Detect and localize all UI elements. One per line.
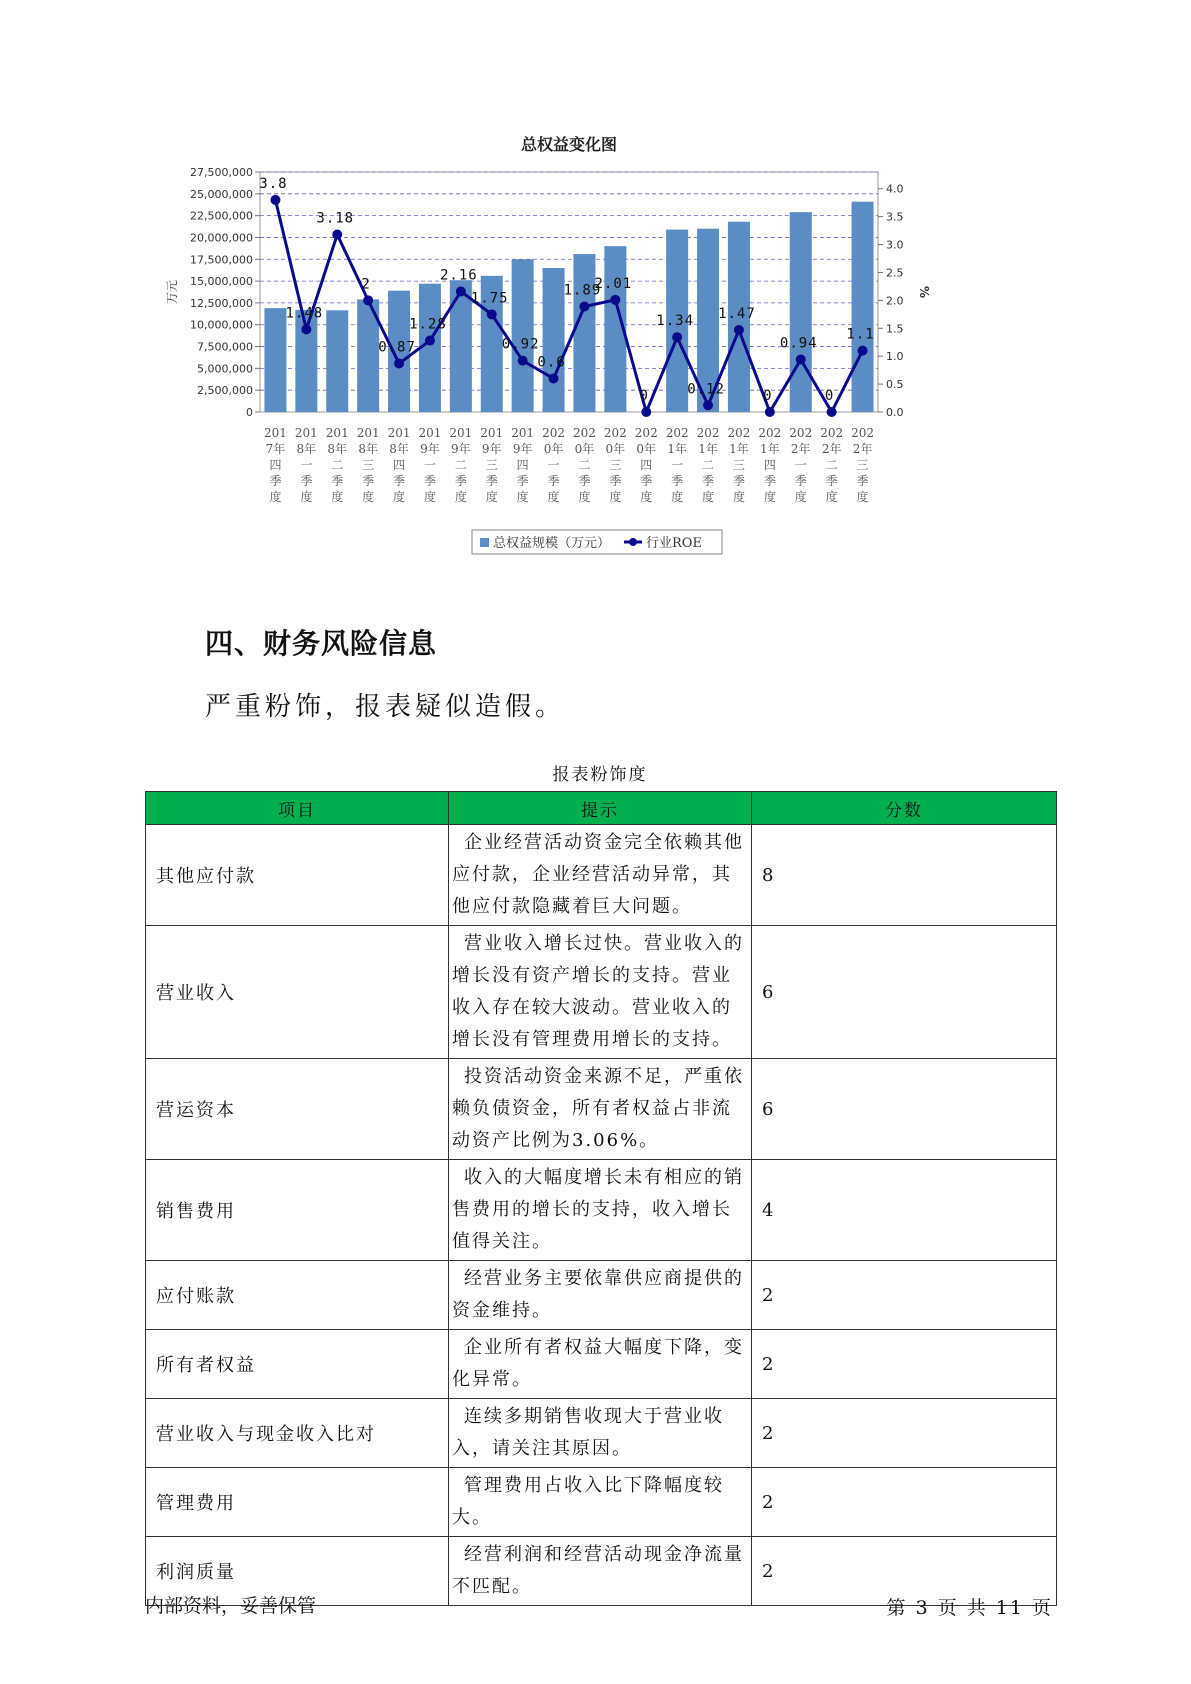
cell-item: 应付账款 <box>146 1261 449 1330</box>
x-tick-label: 9年 <box>451 442 471 456</box>
table-row <box>146 1059 1057 1160</box>
right-tick-label: 1.5 <box>886 322 904 336</box>
roe-data-label: 1.89 <box>563 282 602 299</box>
left-tick-label: 15,000,000 <box>190 275 253 289</box>
x-tick-label: 二 <box>578 458 591 472</box>
roe-point <box>579 302 589 312</box>
x-tick-label: 201 <box>449 426 473 440</box>
x-tick-label: 季 <box>423 474 436 488</box>
x-tick-label: 三 <box>732 458 745 472</box>
header-item: 项目 <box>146 792 449 825</box>
x-tick-label: 201 <box>325 426 349 440</box>
x-tick-label: 8年 <box>389 442 409 456</box>
roe-point <box>672 332 682 342</box>
cell-score: 2 <box>752 1261 1057 1330</box>
right-tick-label: 0.0 <box>886 406 904 419</box>
header-score: 分数 <box>752 792 1057 825</box>
cell-hint: 收入的大幅度增长未有相应的销售费用的增长的支持，收入增长值得关注。 <box>449 1160 752 1261</box>
roe-point <box>549 374 559 384</box>
table-row <box>146 1399 1057 1468</box>
left-tick-label: 7,500,000 <box>197 340 253 354</box>
x-tick-label: 季 <box>578 474 591 488</box>
footer-note: 内部资料，妥善保管 <box>145 1595 317 1617</box>
roe-point <box>270 195 280 205</box>
cell-hint: 营业收入增长过快。营业收入的增长没有资产增长的支持。营业收入存在较大波动。营业收入的增长没有管理费用增长的支持。 <box>449 926 752 1059</box>
cell-score: 2 <box>752 1330 1057 1399</box>
x-tick-label: 季 <box>856 474 869 488</box>
x-tick-label: 7年 <box>265 442 286 456</box>
bar <box>790 212 812 412</box>
roe-data-label: 1.48 <box>285 305 324 322</box>
x-tick-label: 季 <box>732 474 745 488</box>
x-tick-label: 度 <box>423 490 436 504</box>
x-tick-label: 四 <box>640 458 653 472</box>
cell-score: 6 <box>752 1059 1057 1160</box>
cell-hint: 企业经营活动资金完全依赖其他应付款，企业经营活动异常，其他应付款隐藏着巨大问题。 <box>449 825 752 926</box>
cell-hint: 管理费用占收入比下降幅度较大。 <box>449 1468 752 1537</box>
roe-data-label: 0.92 <box>501 336 540 353</box>
left-tick-label: 22,500,000 <box>190 209 253 223</box>
bar <box>573 254 595 412</box>
x-tick-label: 季 <box>362 474 375 488</box>
x-tick-label: 季 <box>671 474 684 488</box>
x-tick-label: 度 <box>763 490 776 504</box>
x-tick-label: 0年 <box>574 442 595 456</box>
bar <box>852 202 874 412</box>
left-tick-label: 0 <box>246 406 253 419</box>
legend-bar-swatch <box>480 538 489 547</box>
x-tick-label: 一 <box>794 458 807 472</box>
x-tick-label: 四 <box>763 458 776 472</box>
x-tick-label: 一 <box>423 458 436 472</box>
x-tick-label: 度 <box>269 490 282 504</box>
right-axis-title: % <box>917 285 931 299</box>
left-tick-label: 27,500,000 <box>190 166 253 179</box>
roe-point <box>641 407 651 417</box>
x-tick-label: 季 <box>331 474 344 488</box>
right-tick-label: 2.5 <box>886 266 904 280</box>
section-heading: 四、财务风险信息 <box>205 627 438 660</box>
cell-item: 营业收入与现金收入比对 <box>146 1399 449 1468</box>
roe-data-label: 1.47 <box>718 305 756 322</box>
x-tick-label: 202 <box>665 426 689 440</box>
roe-point <box>827 407 837 417</box>
cell-score: 8 <box>752 825 1057 926</box>
roe-data-label: 0 <box>763 388 773 404</box>
x-tick-label: 二 <box>825 458 838 472</box>
roe-data-label: 2 <box>361 276 371 293</box>
cell-item: 所有者权益 <box>146 1330 449 1399</box>
x-tick-label: 度 <box>825 490 838 504</box>
x-tick-label: 一 <box>547 458 560 472</box>
x-tick-label: 201 <box>480 426 504 440</box>
x-tick-label: 度 <box>485 490 498 504</box>
x-tick-label: 度 <box>578 490 591 504</box>
roe-point <box>734 325 744 335</box>
x-tick-label: 202 <box>634 426 658 440</box>
x-tick-label: 季 <box>454 474 467 488</box>
roe-data-label: 1.34 <box>656 313 695 330</box>
roe-data-label: 2.01 <box>594 275 633 292</box>
x-tick-label: 1年 <box>729 442 749 456</box>
x-tick-label: 9年 <box>481 442 502 456</box>
x-tick-label: 季 <box>300 474 313 488</box>
x-tick-label: 8年 <box>296 442 317 456</box>
x-tick-label: 2年 <box>790 442 811 456</box>
x-tick-label: 202 <box>572 426 596 440</box>
x-tick-label: 季 <box>547 474 560 488</box>
x-tick-label: 度 <box>300 490 313 504</box>
chart-title: 总权益变化图 <box>520 135 618 154</box>
cell-hint: 企业所有者权益大幅度下降，变化异常。 <box>449 1330 752 1399</box>
x-tick-label: 季 <box>640 474 653 488</box>
chart-canvas <box>150 130 1030 590</box>
right-tick-label: 4.0 <box>886 182 904 196</box>
right-tick-label: 2.0 <box>886 294 904 308</box>
table-row <box>146 1160 1057 1261</box>
x-tick-label: 0年 <box>636 442 657 456</box>
cell-score: 4 <box>752 1160 1057 1261</box>
x-tick-label: 季 <box>825 474 838 488</box>
table-header-row <box>146 792 1057 825</box>
roe-data-label: 1.75 <box>470 290 509 307</box>
roe-point <box>332 230 342 240</box>
cell-item: 营业收入 <box>146 926 449 1059</box>
x-tick-label: 季 <box>516 474 529 488</box>
roe-data-label: 0.6 <box>537 354 566 371</box>
left-axis-title: 万元 <box>165 279 179 305</box>
cell-score: 2 <box>752 1399 1057 1468</box>
x-tick-label: 202 <box>758 426 782 440</box>
equity-chart <box>150 130 1030 590</box>
x-tick-label: 202 <box>542 426 566 440</box>
left-tick-label: 5,000,000 <box>197 362 253 376</box>
x-tick-label: 季 <box>794 474 807 488</box>
x-tick-label: 度 <box>702 490 715 504</box>
x-tick-label: 度 <box>393 490 406 504</box>
table-row <box>146 1261 1057 1330</box>
right-tick-label: 3.5 <box>886 210 904 224</box>
x-tick-label: 201 <box>294 426 318 440</box>
roe-data-label: 3.18 <box>316 210 355 227</box>
x-tick-label: 201 <box>263 426 287 440</box>
cell-hint: 连续多期销售收现大于营业收入，请关注其原因。 <box>449 1399 752 1468</box>
x-tick-label: 度 <box>331 490 344 504</box>
table-row <box>146 926 1057 1059</box>
x-tick-label: 三 <box>485 458 498 472</box>
roe-point <box>487 309 497 319</box>
risk-table <box>145 791 1057 1606</box>
x-tick-label: 度 <box>609 490 622 504</box>
cell-item: 营运资本 <box>146 1059 449 1160</box>
x-tick-label: 二 <box>454 458 467 472</box>
roe-data-label: 0.94 <box>779 335 818 352</box>
x-tick-label: 二 <box>702 458 715 472</box>
x-tick-label: 季 <box>269 474 282 488</box>
x-tick-label: 四 <box>269 458 282 472</box>
roe-point <box>703 400 713 410</box>
x-tick-label: 三 <box>609 458 622 472</box>
cell-score: 6 <box>752 926 1057 1059</box>
cell-hint: 经营利润和经营活动现金净流量不匹配。 <box>449 1537 752 1606</box>
x-tick-label: 9年 <box>512 442 533 456</box>
roe-point <box>796 355 806 365</box>
roe-data-label: 0 <box>639 388 649 404</box>
roe-data-label: 0.87 <box>378 339 416 356</box>
right-tick-label: 1.0 <box>886 350 904 364</box>
cell-item: 管理费用 <box>146 1468 449 1537</box>
left-tick-label: 25,000,000 <box>190 187 253 201</box>
x-tick-label: 201 <box>418 426 442 440</box>
cell-item: 销售费用 <box>146 1160 449 1261</box>
x-tick-label: 一 <box>300 458 313 472</box>
x-tick-label: 一 <box>671 458 684 472</box>
x-tick-label: 二 <box>331 458 344 472</box>
cell-hint: 经营业务主要依靠供应商提供的资金维持。 <box>449 1261 752 1330</box>
x-tick-label: 季 <box>702 474 715 488</box>
roe-data-label: 1.1 <box>846 326 875 343</box>
roe-point <box>394 358 404 368</box>
table-row <box>146 825 1057 926</box>
x-tick-label: 202 <box>603 426 627 440</box>
cell-score: 2 <box>752 1468 1057 1537</box>
header-hint: 提示 <box>449 792 752 825</box>
x-tick-label: 202 <box>851 426 875 440</box>
x-tick-label: 三 <box>856 458 869 472</box>
x-tick-label: 度 <box>732 490 745 504</box>
x-tick-label: 8年 <box>327 442 348 456</box>
legend-line-label: 行业ROE <box>646 536 702 551</box>
roe-data-label: 2.16 <box>439 267 478 284</box>
x-tick-label: 9年 <box>420 442 440 456</box>
roe-point <box>425 336 435 346</box>
x-tick-label: 0年 <box>543 442 564 456</box>
bar <box>264 308 286 412</box>
table-caption: 报表粉饰度 <box>552 765 648 785</box>
roe-data-label: 1.28 <box>409 316 447 333</box>
x-tick-label: 度 <box>454 490 467 504</box>
roe-point <box>456 286 466 296</box>
x-tick-label: 202 <box>820 426 844 440</box>
right-tick-label: 0.5 <box>886 378 904 392</box>
left-tick-label: 17,500,000 <box>190 253 253 267</box>
roe-point <box>858 346 868 356</box>
x-tick-label: 四 <box>516 458 529 472</box>
cell-item: 其他应付款 <box>146 825 449 926</box>
left-tick-label: 2,500,000 <box>197 384 253 398</box>
x-tick-label: 四 <box>393 458 406 472</box>
x-tick-label: 201 <box>387 426 411 440</box>
x-tick-label: 202 <box>727 426 751 440</box>
x-tick-label: 201 <box>511 426 535 440</box>
x-tick-label: 201 <box>356 426 380 440</box>
left-tick-label: 20,000,000 <box>190 231 253 245</box>
x-tick-label: 度 <box>671 490 684 504</box>
x-tick-label: 三 <box>362 458 375 472</box>
x-tick-label: 202 <box>789 426 813 440</box>
x-tick-label: 度 <box>547 490 560 504</box>
right-tick-label: 3.0 <box>886 238 904 252</box>
x-tick-label: 度 <box>794 490 807 504</box>
x-tick-label: 季 <box>393 474 406 488</box>
x-tick-label: 度 <box>516 490 529 504</box>
bar <box>326 310 348 412</box>
x-tick-label: 2年 <box>821 442 842 456</box>
roe-point <box>363 295 373 305</box>
page-number: 第 3 页 共 11 页 <box>886 1597 1053 1619</box>
legend-line-marker <box>629 538 637 546</box>
cell-hint: 投资活动资金来源不足，严重依赖负债资金，所有者权益占非流动资产比例为3.06%。 <box>449 1059 752 1160</box>
legend-bar-label: 总权益规模（万元） <box>493 536 611 551</box>
bar <box>543 268 565 412</box>
x-tick-label: 度 <box>640 490 653 504</box>
table-row <box>146 1468 1057 1537</box>
bar <box>450 280 472 412</box>
x-tick-label: 0年 <box>605 442 626 456</box>
roe-data-label: 0.12 <box>687 381 725 398</box>
roe-point <box>610 295 620 305</box>
roe-point <box>301 324 311 334</box>
x-tick-label: 202 <box>696 426 720 440</box>
roe-point <box>518 356 528 366</box>
roe-data-label: 3.8 <box>259 175 288 192</box>
roe-point <box>765 407 775 417</box>
x-tick-label: 1年 <box>760 442 780 456</box>
x-tick-label: 8年 <box>358 442 378 456</box>
x-tick-label: 1年 <box>698 442 718 456</box>
section-paragraph: 严重粉饰，报表疑似造假。 <box>205 692 566 722</box>
x-tick-label: 季 <box>763 474 776 488</box>
x-tick-label: 2年 <box>852 442 873 456</box>
x-tick-label: 季 <box>609 474 622 488</box>
cell-score: 2 <box>752 1537 1057 1606</box>
cell-item: 利润质量 <box>146 1537 449 1606</box>
left-tick-label: 10,000,000 <box>190 318 253 332</box>
x-tick-label: 度 <box>362 490 375 504</box>
bar <box>512 259 534 412</box>
x-tick-label: 季 <box>485 474 498 488</box>
left-tick-label: 12,500,000 <box>190 296 253 310</box>
table-row <box>146 1330 1057 1399</box>
roe-data-label: 0 <box>824 388 835 404</box>
x-tick-label: 1年 <box>667 442 687 456</box>
x-tick-label: 度 <box>856 490 869 504</box>
